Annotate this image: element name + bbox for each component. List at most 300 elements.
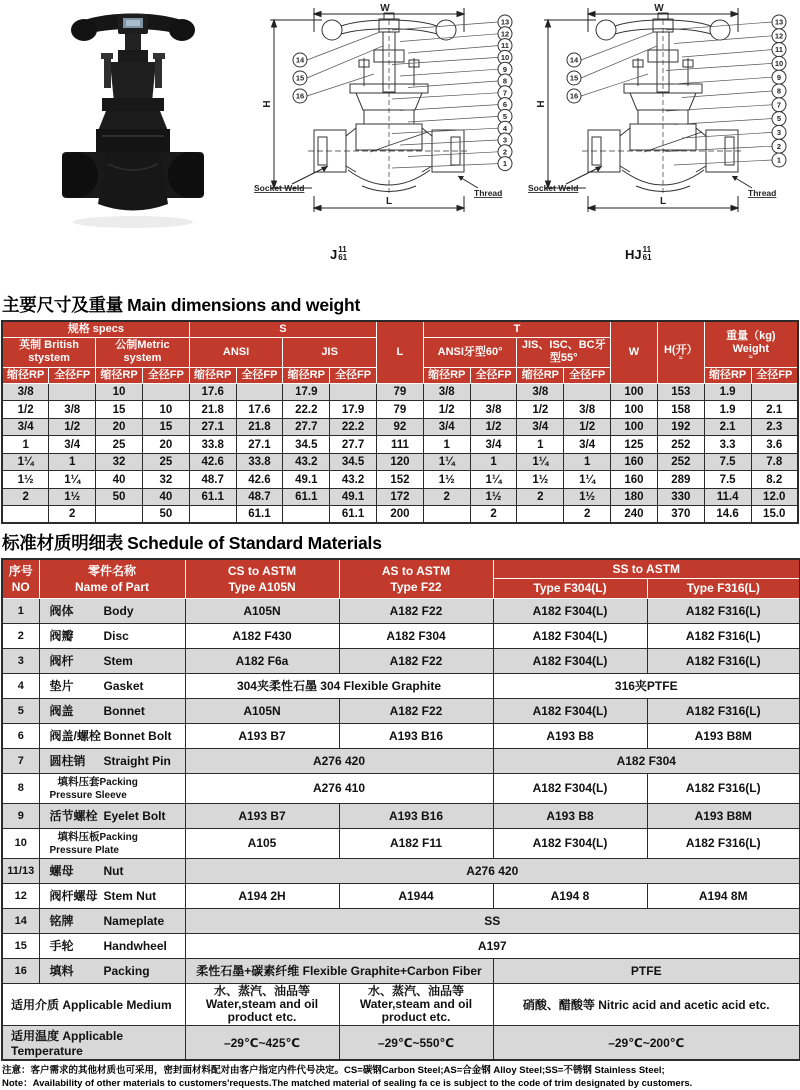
callout-1: 1 [502, 159, 508, 169]
callout-9: 9 [776, 72, 782, 82]
dim-cell-r3-c6: 21.8 [236, 418, 283, 436]
part-no: 10 [2, 828, 39, 858]
row11/13-material-1: A276 420 [185, 858, 800, 883]
callout-9: 9 [502, 64, 508, 74]
diagram1-caption [330, 246, 347, 263]
header-rp-8: 缩径RP [423, 367, 470, 383]
header-as-line2: Type F22 [390, 579, 442, 594]
part-name-cell [39, 908, 185, 933]
row10-material-2: A182 F11 [339, 828, 493, 858]
header-f316: Type F316(L) [647, 579, 800, 598]
dim-cell-r4-c3: 25 [96, 436, 143, 454]
dim-cell-r5-c12: 1¼ [517, 453, 564, 471]
row6-material-3: A193 B8 [493, 723, 647, 748]
row2-material-3: A182 F304(L) [493, 623, 647, 648]
row9-material-2: A193 B16 [339, 803, 493, 828]
header-t: T [423, 321, 610, 338]
part-name-en: Nameplate [103, 913, 165, 928]
caption-base: HJ [625, 246, 642, 262]
header-s-jis: JIS [283, 338, 377, 367]
port-labels [254, 166, 502, 198]
dim-cell-r5-c5: 42.6 [189, 453, 236, 471]
header-fp-1: 全径FP [49, 367, 96, 383]
row10-material-3: A182 F304(L) [493, 828, 647, 858]
materials-title [2, 530, 800, 555]
callout-8: 8 [776, 86, 782, 96]
dim-cell-r6-c14: 160 [611, 471, 658, 489]
callout-13: 13 [774, 17, 784, 27]
callout-12: 12 [774, 31, 784, 41]
part-no: 11/13 [2, 858, 39, 883]
part-no: 7 [2, 748, 39, 773]
dim-cell-r4-c8: 27.7 [330, 436, 377, 454]
dim-cell-r6-c8: 43.2 [330, 471, 377, 489]
part-name-zh: 活节螺栓 [49, 809, 98, 824]
part-name-cell [39, 748, 185, 773]
row7-material-2: A182 F304 [493, 748, 800, 773]
valve-photo-svg [62, 4, 204, 232]
dim-cell-r1-c15: 153 [657, 383, 704, 401]
callout-8: 8 [502, 76, 508, 86]
dim-cell-r6-c16: 7.5 [704, 471, 751, 489]
part-name-zh: 阀瓣 [49, 629, 74, 644]
dim-cell-r7-c13: 1½ [564, 488, 611, 506]
row12-material-1: A194 2H [185, 883, 339, 908]
header-h-approx: ≈ [678, 355, 683, 363]
part-name-zh: 阀体 [49, 604, 74, 619]
part-name-en: Bonnet Bolt [103, 728, 172, 743]
top-figures [0, 0, 800, 286]
header-metric: 公制Metric system [96, 338, 190, 367]
header-w: W [611, 321, 658, 383]
header-rp-2: 缩径RP [96, 367, 143, 383]
header-ss: SS to ASTM [493, 559, 800, 579]
dim-row-5 [2, 453, 798, 471]
header-weight-en: Weight [732, 342, 770, 355]
dim-cell-r4-c5: 33.8 [189, 436, 236, 454]
footnotes [2, 1065, 800, 1090]
part-no: 5 [2, 698, 39, 723]
row14-material-1: SS [185, 908, 800, 933]
part-name-en: Gasket [103, 678, 144, 693]
part-no: 4 [2, 673, 39, 698]
header-weight [704, 321, 798, 367]
header-rp-10: 缩径RP [517, 367, 564, 383]
dim-cell-r1-c14: 100 [611, 383, 658, 401]
part-name-cell [39, 858, 185, 883]
temperature-row [2, 1026, 800, 1061]
dim-cell-r1-c9: 79 [377, 383, 424, 401]
dimensions-table-header [2, 321, 798, 383]
dim-cell-r8-c5 [189, 506, 236, 524]
row6-material-1: A193 B7 [185, 723, 339, 748]
svg-text:W: W [380, 3, 390, 14]
dim-cell-r3-c4: 15 [142, 418, 189, 436]
dim-cell-r3-c7: 27.7 [283, 418, 330, 436]
dim-cell-r7-c3: 50 [96, 488, 143, 506]
dim-cell-r3-c16: 2.1 [704, 418, 751, 436]
dim-cell-r4-c6: 27.1 [236, 436, 283, 454]
header-cs-line1: CS to ASTM [227, 563, 297, 578]
callout-16: 16 [295, 91, 305, 101]
svg-text:L: L [659, 196, 667, 207]
dim-cell-r3-c11: 1/2 [470, 418, 517, 436]
row2-material-4: A182 F316(L) [647, 623, 800, 648]
dim-cell-r1-c12: 3/8 [517, 383, 564, 401]
dim-cell-r2-c3: 15 [96, 401, 143, 419]
dim-cell-r7-c2: 1½ [49, 488, 96, 506]
dim-cell-r5-c13: 1 [564, 453, 611, 471]
dim-cell-r1-c10: 3/8 [423, 383, 470, 401]
dim-cell-r4-c2: 3/4 [49, 436, 96, 454]
part-name-en: Eyelet Bolt [103, 808, 166, 823]
dim-cell-r5-c6: 33.8 [236, 453, 283, 471]
dim-cell-r2-c10: 1/2 [423, 401, 470, 419]
dim-cell-r6-c7: 49.1 [283, 471, 330, 489]
dim-cell-r2-c13: 3/8 [564, 401, 611, 419]
row4-material-1: 304夹柔性石墨 304 Flexible Graphite [185, 673, 493, 698]
socket-weld-label: Socket Weld [254, 183, 305, 193]
header-h-open [657, 321, 704, 383]
dim-cell-r5-c1: 1¼ [2, 453, 49, 471]
dim-cell-r1-c4 [142, 383, 189, 401]
dim-cell-r8-c16: 14.6 [704, 506, 751, 524]
dim-cell-r8-c6: 61.1 [236, 506, 283, 524]
row1-material-2: A182 F22 [339, 598, 493, 623]
header-cs [185, 559, 339, 598]
part-name-cell [39, 958, 185, 983]
dim-cell-r1-c5: 17.6 [189, 383, 236, 401]
footnote-en: Note：Availability of other materials to customers'requests.The matched material of sealing fa ce is subject to the code of trim designated by customers. [2, 1077, 693, 1089]
dim-cell-r6-c13: 1¼ [564, 471, 611, 489]
part-no: 1 [2, 598, 39, 623]
part-no: 12 [2, 883, 39, 908]
row7-material-1: A276 420 [185, 748, 493, 773]
dim-cell-r8-c9: 200 [377, 506, 424, 524]
dim-cell-r5-c9: 120 [377, 453, 424, 471]
dim-cell-r8-c14: 240 [611, 506, 658, 524]
dim-cell-r4-c10: 1 [423, 436, 470, 454]
thread-label: Thread [748, 188, 777, 198]
dim-cell-r2-c17: 2.1 [751, 401, 798, 419]
dim-cell-r7-c7: 61.1 [283, 488, 330, 506]
dim-cell-r4-c1: 1 [2, 436, 49, 454]
dim-row-2 [2, 401, 798, 419]
part-name-en: Bonnet [103, 703, 145, 718]
callout-11: 11 [501, 41, 509, 51]
dim-cell-r6-c4: 32 [142, 471, 189, 489]
row12-material-4: A194 8M [647, 883, 800, 908]
row9-material-4: A193 B8M [647, 803, 800, 828]
row10-material-4: A182 F316(L) [647, 828, 800, 858]
row4-material-2: 316夹PTFE [493, 673, 800, 698]
row15-material-1: A197 [185, 933, 800, 958]
header-no-zh: 序号 [8, 563, 33, 578]
header-name-zh: 零件名称 [87, 563, 136, 578]
valve-lineart [308, 13, 470, 196]
part-name-zh: 填料 [49, 964, 74, 979]
dim-cell-r7-c14: 180 [611, 488, 658, 506]
part-name-zh: 手轮 [49, 939, 74, 954]
part-name-zh: 垫片 [49, 679, 74, 694]
part-name-zh: 螺母 [49, 864, 74, 879]
dim-cell-r5-c15: 252 [657, 453, 704, 471]
dim-cell-r3-c3: 20 [96, 418, 143, 436]
dim-cell-r4-c7: 34.5 [283, 436, 330, 454]
row2-material-2: A182 F304 [339, 623, 493, 648]
caption-sub: 61 [338, 253, 348, 263]
dim-cell-r2-c8: 17.9 [330, 401, 377, 419]
part-name-zh: 铭牌 [49, 914, 74, 929]
dim-cell-r6-c3: 40 [96, 471, 143, 489]
stem-and-yoke [101, 34, 165, 102]
port-labels [528, 166, 776, 198]
dim-cell-r6-c11: 1¼ [470, 471, 517, 489]
row1-material-1: A105N [185, 598, 339, 623]
callout-3: 3 [776, 128, 782, 137]
svg-text:L: L [385, 196, 393, 207]
row1-material-4: A182 F316(L) [647, 598, 800, 623]
part-name-en: Nut [103, 863, 124, 878]
material-row-1 [2, 598, 800, 623]
row3-material-2: A182 F22 [339, 648, 493, 673]
medium-material-2: 水、蒸汽、油品等 Water,steam and oil product etc. [339, 983, 493, 1026]
part-name-cell [39, 673, 185, 698]
caption-sup: 11 [338, 245, 347, 254]
dim-cell-r8-c13: 2 [564, 506, 611, 524]
dimensions-table-body [2, 383, 798, 523]
dim-cell-r7-c17: 12.0 [751, 488, 798, 506]
part-name-zh: 填料压板 [57, 830, 100, 843]
caption-sup: 11 [642, 245, 652, 254]
dim-cell-r8-c3 [96, 506, 143, 524]
dim-cell-r6-c15: 289 [657, 471, 704, 489]
part-name-cell [39, 803, 185, 828]
dim-cell-r5-c11: 1 [470, 453, 517, 471]
dim-row-6 [2, 471, 798, 489]
dim-cell-r4-c15: 252 [657, 436, 704, 454]
callout-7: 7 [776, 100, 782, 110]
material-row-7 [2, 748, 800, 773]
header-rp-4: 缩径RP [189, 367, 236, 383]
header-s: S [189, 321, 376, 338]
dim-cell-r7-c1: 2 [2, 488, 49, 506]
header-no-en: NO [11, 579, 30, 594]
callout-2: 2 [776, 141, 782, 151]
header-t-jis: JIS、ISC、BC牙型55° [517, 338, 611, 367]
materials-table-header [2, 559, 800, 598]
material-row-6 [2, 723, 800, 748]
dim-cell-r6-c17: 8.2 [751, 471, 798, 489]
row6-material-4: A193 B8M [647, 723, 800, 748]
callout-5: 5 [502, 112, 508, 121]
part-name-en: Stem Nut [103, 888, 157, 903]
dim-cell-r7-c8: 49.1 [330, 488, 377, 506]
dim-cell-r3-c9: 92 [377, 418, 424, 436]
part-name-cell [39, 828, 185, 858]
callout-5: 5 [776, 114, 782, 124]
dim-cell-r2-c5: 21.8 [189, 401, 236, 419]
part-name-cell [39, 598, 185, 623]
header-fp-5: 全径FP [236, 367, 283, 383]
part-name-en: Stem [103, 653, 133, 668]
part-no: 9 [2, 803, 39, 828]
dim-row-8 [2, 506, 798, 524]
header-weight-zh: 重量（kg) [726, 329, 776, 342]
callout-6: 6 [502, 100, 508, 110]
dim-cell-r7-c4: 40 [142, 488, 189, 506]
header-fp-3: 全径FP [142, 367, 189, 383]
callout-4: 4 [502, 123, 508, 133]
materials-table-body [2, 598, 800, 1060]
callout-1: 1 [776, 155, 782, 165]
header-t-ansi: ANSI牙型60° [423, 338, 517, 367]
row16-material-1: 柔性石墨+碳素纤维 Flexible Graphite+Carbon Fiber [185, 958, 493, 983]
part-name-zh: 圆柱销 [49, 754, 86, 769]
dim-cell-r2-c6: 17.6 [236, 401, 283, 419]
material-row-5 [2, 698, 800, 723]
valve-photo [62, 4, 204, 232]
header-f304: Type F304(L) [493, 579, 647, 598]
material-row-10 [2, 828, 800, 858]
dim-cell-r5-c2: 1 [49, 453, 96, 471]
dim-cell-r8-c7 [283, 506, 330, 524]
part-name-en: Packing Pressure Sleeve [49, 776, 138, 802]
socket-weld-label: Socket Weld [528, 183, 579, 193]
callout-7: 7 [502, 88, 508, 98]
medium-material-3: 硝酸、醋酸等 Nitric acid and acetic acid etc. [493, 983, 800, 1026]
callout-2: 2 [502, 147, 508, 157]
row9-material-3: A193 B8 [493, 803, 647, 828]
row6-material-2: A193 B16 [339, 723, 493, 748]
part-name-en: Packing Pressure Plate [49, 831, 138, 857]
dim-cell-r4-c14: 125 [611, 436, 658, 454]
row10-material-1: A105 [185, 828, 339, 858]
dim-cell-r5-c10: 1¼ [423, 453, 470, 471]
medium-row [2, 983, 800, 1026]
material-row-15 [2, 933, 800, 958]
part-name-cell [39, 623, 185, 648]
part-no: 16 [2, 958, 39, 983]
callout-12: 12 [500, 29, 510, 39]
materials-table [1, 558, 800, 1061]
temperature-material-2: –29℃~550℃ [339, 1026, 493, 1061]
dim-cell-r2-c15: 158 [657, 401, 704, 419]
dim-cell-r4-c11: 3/4 [470, 436, 517, 454]
temperature-material-3: –29℃~200℃ [493, 1026, 800, 1061]
callout-16: 16 [569, 91, 579, 101]
dim-cell-r1-c2 [49, 383, 96, 401]
dim-cell-r2-c14: 100 [611, 401, 658, 419]
header-fp-11: 全径FP [564, 367, 611, 383]
part-no: 15 [2, 933, 39, 958]
dim-cell-r7-c5: 61.1 [189, 488, 236, 506]
material-row-8 [2, 773, 800, 803]
header-as [339, 559, 493, 598]
row8-material-3: A182 F316(L) [647, 773, 800, 803]
callout-10: 10 [774, 59, 784, 68]
dim-cell-r2-c2: 3/8 [49, 401, 96, 419]
caption-base: J [330, 246, 338, 262]
dim-cell-r3-c2: 1/2 [49, 418, 96, 436]
header-h-label: H(开） [663, 344, 698, 357]
dim-cell-r8-c1 [2, 506, 49, 524]
part-name-en: Straight Pin [103, 753, 171, 768]
part-no: 6 [2, 723, 39, 748]
material-row-14 [2, 908, 800, 933]
svg-text:W: W [654, 3, 664, 14]
dim-cell-r8-c4: 50 [142, 506, 189, 524]
dim-cell-r3-c10: 3/4 [423, 418, 470, 436]
dimension-lines [536, 3, 738, 212]
dim-cell-r6-c12: 1½ [517, 471, 564, 489]
dim-cell-r1-c17 [751, 383, 798, 401]
row12-material-3: A194 8 [493, 883, 647, 908]
dim-cell-r2-c11: 3/8 [470, 401, 517, 419]
header-cs-line2: Type A105N [228, 579, 296, 594]
dim-cell-r6-c5: 48.7 [189, 471, 236, 489]
valve-lineart [582, 13, 744, 196]
material-row-16 [2, 958, 800, 983]
dim-cell-r3-c1: 3/4 [2, 418, 49, 436]
photo-shadow [73, 216, 193, 228]
dim-cell-r1-c11 [470, 383, 517, 401]
part-name-zh: 阀盖/螺栓 [49, 729, 101, 744]
caption-sub: 61 [642, 253, 652, 263]
dim-cell-r6-c2: 1¼ [49, 471, 96, 489]
materials-title-zh: 标准材质明细表 [2, 533, 124, 554]
row3-material-4: A182 F316(L) [647, 648, 800, 673]
valve-body [62, 98, 204, 211]
dimensions-title-zh: 主要尺寸及重量 [2, 295, 124, 315]
row3-material-1: A182 F6a [185, 648, 339, 673]
dim-cell-r4-c4: 20 [142, 436, 189, 454]
material-row-3 [2, 648, 800, 673]
header-rp-12: 缩径RP [704, 367, 751, 383]
callout-11: 11 [775, 45, 783, 55]
callout-3: 3 [502, 135, 508, 145]
row2-material-1: A182 F430 [185, 623, 339, 648]
part-name-en: Handwheel [103, 938, 167, 953]
part-name-zh: 阀杆 [49, 654, 74, 669]
dim-cell-r8-c8: 61.1 [330, 506, 377, 524]
dim-cell-r7-c11: 1½ [470, 488, 517, 506]
dim-cell-r6-c1: 1½ [2, 471, 49, 489]
material-row-4 [2, 673, 800, 698]
row8-material-1: A276 410 [185, 773, 493, 803]
dim-cell-r4-c13: 3/4 [564, 436, 611, 454]
dim-cell-r5-c3: 32 [96, 453, 143, 471]
dim-cell-r8-c2: 2 [49, 506, 96, 524]
material-row-11/13 [2, 858, 800, 883]
svg-text:H: H [536, 100, 547, 108]
header-as-line1: AS to ASTM [381, 563, 451, 578]
dim-cell-r3-c14: 100 [611, 418, 658, 436]
header-rp-0: 缩径RP [2, 367, 49, 383]
thread-label: Thread [474, 188, 503, 198]
dim-cell-r1-c13 [564, 383, 611, 401]
materials-title-en: Schedule of Standard Materials [127, 533, 382, 554]
dim-row-4 [2, 436, 798, 454]
part-no: 2 [2, 623, 39, 648]
dim-cell-r3-c12: 3/4 [517, 418, 564, 436]
dimensions-title-en: Main dimensions and weight [127, 295, 361, 315]
dim-cell-r1-c1: 3/8 [2, 383, 49, 401]
callout-13: 13 [500, 17, 510, 27]
dim-cell-r8-c17: 15.0 [751, 506, 798, 524]
medium-material-1: 水、蒸汽、油品等 Water,steam and oil product etc. [185, 983, 339, 1026]
row5-material-3: A182 F304(L) [493, 698, 647, 723]
